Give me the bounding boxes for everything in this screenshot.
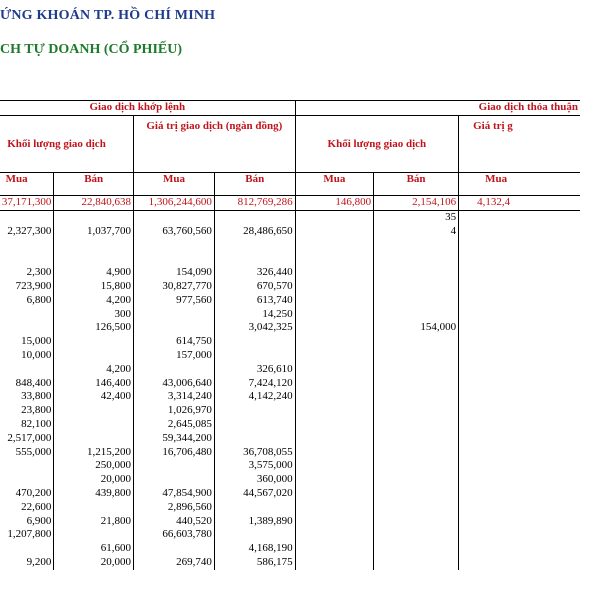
table-cell — [374, 252, 459, 266]
table-cell: 3,042,325 — [214, 321, 295, 335]
table-cell — [134, 321, 215, 335]
table-row — [0, 266, 580, 280]
table-cell — [54, 239, 134, 253]
table-cell — [54, 252, 134, 266]
table-cell — [134, 308, 215, 322]
table-cell: 23,800 — [21, 404, 52, 417]
table-cell — [134, 473, 215, 487]
table-row — [0, 225, 580, 239]
table-cell: 154,000 — [374, 321, 459, 335]
table-cell — [459, 404, 580, 418]
table-cell — [0, 308, 54, 322]
table-cell: 670,570 — [214, 280, 295, 294]
table-cell — [459, 294, 580, 308]
table-cell: 2,517,000 — [7, 431, 52, 444]
matched-trades-header: Giao dịch khớp lệnh — [0, 101, 295, 116]
table-cell — [374, 459, 459, 473]
table-cell — [374, 446, 459, 460]
table-cell: 4,200 — [54, 294, 134, 308]
table-row — [0, 363, 580, 377]
table-cell — [374, 266, 459, 280]
table-cell — [0, 239, 54, 253]
table-cell — [295, 556, 373, 570]
table-cell — [295, 335, 373, 349]
table-cell — [0, 473, 54, 487]
table-cell — [295, 211, 373, 225]
table-row — [0, 252, 580, 266]
table-cell — [374, 501, 459, 515]
total-cell: 22,840,638 — [54, 196, 134, 211]
table-cell — [295, 473, 373, 487]
table-cell — [0, 459, 54, 473]
table-cell: 6,800 — [26, 293, 52, 306]
table-cell: 15,000 — [21, 335, 52, 348]
table-cell: 439,800 — [54, 487, 134, 501]
table-cell — [214, 432, 295, 446]
table-cell — [0, 252, 54, 266]
table-row — [0, 294, 580, 308]
table-cell — [134, 252, 215, 266]
table-row — [0, 239, 580, 253]
table-cell: 2,896,560 — [134, 501, 215, 515]
total-cell: 146,800 — [295, 196, 373, 211]
table-cell — [374, 418, 459, 432]
table-cell — [459, 432, 580, 446]
table-cell: 4,168,190 — [214, 542, 295, 556]
table-cell — [459, 515, 580, 529]
table-cell — [295, 404, 373, 418]
table-cell — [295, 252, 373, 266]
table-cell — [459, 335, 580, 349]
table-cell: 28,486,650 — [214, 225, 295, 239]
table-cell — [459, 542, 580, 556]
table-cell — [214, 528, 295, 542]
table-cell: 2,300 — [26, 266, 52, 279]
table-cell — [459, 418, 580, 432]
table-row — [0, 280, 580, 294]
table-row — [0, 515, 580, 529]
table-cell: 1,215,200 — [54, 446, 134, 460]
table-cell: 613,740 — [214, 294, 295, 308]
table-cell — [459, 363, 580, 377]
table-cell — [54, 432, 134, 446]
table-row — [0, 418, 580, 432]
table-cell: 848,400 — [15, 376, 52, 389]
table-cell — [459, 225, 580, 239]
table-cell — [459, 487, 580, 501]
table-cell — [0, 321, 54, 335]
table-cell — [295, 363, 373, 377]
table-row — [0, 528, 580, 542]
matched-volume-header: Khối lượng giao dịch — [0, 116, 134, 173]
table-cell: 250,000 — [54, 459, 134, 473]
table-cell — [374, 528, 459, 542]
table-cell — [374, 556, 459, 570]
table-cell — [54, 418, 134, 432]
table-cell — [459, 528, 580, 542]
table-cell: 723,900 — [15, 279, 52, 292]
table-cell: 154,090 — [134, 266, 215, 280]
table-cell — [214, 404, 295, 418]
table-cell — [295, 266, 373, 280]
table-cell — [295, 542, 373, 556]
table-cell — [459, 501, 580, 515]
table-cell — [214, 252, 295, 266]
table-cell — [54, 528, 134, 542]
table-cell — [295, 280, 373, 294]
table-cell: 6,900 — [26, 514, 52, 527]
negotiated-volume-header: Khối lượng giao dịch — [295, 116, 458, 173]
total-cell: 4,132,4 — [459, 196, 580, 211]
table-cell — [374, 473, 459, 487]
table-cell — [295, 225, 373, 239]
table-cell: 440,520 — [134, 515, 215, 529]
table-row — [0, 404, 580, 418]
table-row — [0, 321, 580, 335]
table-cell — [295, 321, 373, 335]
table-cell: 326,440 — [214, 266, 295, 280]
table-cell — [459, 308, 580, 322]
table-cell: 1,037,700 — [54, 225, 134, 239]
table-row — [0, 501, 580, 515]
table-cell: 4,900 — [54, 266, 134, 280]
table-cell: 63,760,560 — [134, 225, 215, 239]
table-cell — [134, 459, 215, 473]
matched-value-header: Giá trị giao dịch (ngàn đồng) — [134, 116, 296, 173]
table-cell: 555,000 — [15, 445, 52, 458]
table-row — [0, 487, 580, 501]
table-cell — [374, 404, 459, 418]
table-cell — [459, 556, 580, 570]
table-cell — [374, 515, 459, 529]
table-cell: 9,200 — [26, 555, 52, 568]
table-cell — [459, 266, 580, 280]
table-cell: 614,750 — [134, 335, 215, 349]
table-cell — [374, 542, 459, 556]
col-sell: Bán — [214, 173, 295, 188]
table-cell — [295, 487, 373, 501]
table-cell: 33,800 — [21, 390, 52, 403]
table-cell — [0, 363, 54, 377]
table-cell: 36,708,055 — [214, 446, 295, 460]
table-cell — [54, 211, 134, 225]
report-subtitle: CH TỰ DOANH (CỔ PHIẾU) — [0, 42, 182, 57]
table-cell — [295, 515, 373, 529]
table-cell — [374, 239, 459, 253]
table-cell — [459, 446, 580, 460]
table-cell — [295, 459, 373, 473]
table-row — [0, 473, 580, 487]
table-cell — [374, 377, 459, 391]
col-sell: Bán — [54, 173, 134, 188]
table-cell — [0, 211, 54, 225]
table-cell: 14,250 — [214, 308, 295, 322]
report-title: ỨNG KHOÁN TP. HỒ CHÍ MINH — [0, 8, 216, 23]
table-cell — [295, 501, 373, 515]
table-cell: 59,344,200 — [134, 432, 215, 446]
table-cell — [134, 363, 215, 377]
table-cell: 1,026,970 — [134, 404, 215, 418]
table-cell: 7,424,120 — [214, 377, 295, 391]
table-row — [0, 308, 580, 322]
table-row — [0, 432, 580, 446]
table-cell — [459, 211, 580, 225]
table-cell: 3,314,240 — [134, 390, 215, 404]
table-cell: 61,600 — [54, 542, 134, 556]
table-cell: 1,207,800 — [7, 528, 52, 541]
table-row — [0, 211, 580, 225]
table-cell: 4,142,240 — [214, 390, 295, 404]
table-cell: 1,389,890 — [214, 515, 295, 529]
table-cell: 4 — [374, 225, 459, 239]
table-row — [0, 335, 580, 349]
table-cell: 326,610 — [214, 363, 295, 377]
table-row — [0, 446, 580, 460]
table-cell — [459, 473, 580, 487]
table-cell: 66,603,780 — [134, 528, 215, 542]
table-cell: 3,575,000 — [214, 459, 295, 473]
table-cell: 977,560 — [134, 294, 215, 308]
table-cell — [459, 252, 580, 266]
table-cell: 20,000 — [54, 473, 134, 487]
col-buy: Mua — [295, 173, 373, 188]
table-cell: 22,600 — [21, 500, 52, 513]
table-cell: 157,000 — [134, 349, 215, 363]
table-cell — [374, 363, 459, 377]
table-cell — [214, 349, 295, 363]
table-cell — [295, 432, 373, 446]
table-cell — [374, 487, 459, 501]
table-row — [0, 377, 580, 391]
table-cell — [374, 349, 459, 363]
table-cell — [459, 390, 580, 404]
table-cell — [54, 349, 134, 363]
table-cell — [214, 501, 295, 515]
table-cell — [134, 542, 215, 556]
table-cell — [214, 335, 295, 349]
table-cell: 2,645,085 — [134, 418, 215, 432]
table-cell: 4,200 — [54, 363, 134, 377]
table-cell — [374, 294, 459, 308]
table-cell — [214, 211, 295, 225]
table-cell — [295, 377, 373, 391]
table-cell: 300 — [54, 308, 134, 322]
table-cell: 586,175 — [214, 556, 295, 570]
negotiated-value-header: Giá trị g — [459, 116, 580, 173]
table-cell: 470,200 — [15, 486, 52, 499]
col-buy: Mua — [134, 173, 215, 188]
total-cell: 812,769,286 — [214, 196, 295, 211]
table-cell — [295, 418, 373, 432]
table-cell: 269,740 — [134, 556, 215, 570]
table-cell — [214, 418, 295, 432]
table-cell — [459, 321, 580, 335]
table-cell — [134, 211, 215, 225]
table-cell — [295, 308, 373, 322]
col-buy: Mua — [459, 173, 580, 188]
table-cell: 146,400 — [54, 377, 134, 391]
table-cell: 47,854,900 — [134, 487, 215, 501]
table-cell — [295, 349, 373, 363]
table-cell — [459, 459, 580, 473]
table-cell — [54, 335, 134, 349]
table-cell — [374, 335, 459, 349]
table-cell — [374, 390, 459, 404]
table-row — [0, 459, 580, 473]
table-cell: 21,800 — [54, 515, 134, 529]
table-cell — [459, 377, 580, 391]
table-cell — [295, 390, 373, 404]
table-cell: 2,327,300 — [7, 224, 52, 237]
totals-row — [0, 196, 580, 211]
table-cell: 15,800 — [54, 280, 134, 294]
col-buy: Mua — [0, 173, 54, 188]
table-cell — [374, 280, 459, 294]
table-cell — [295, 239, 373, 253]
table-row — [0, 542, 580, 556]
total-cell: 2,154,106 — [374, 196, 459, 211]
table-row — [0, 390, 580, 404]
table-cell: 42,400 — [54, 390, 134, 404]
table-cell — [295, 294, 373, 308]
table-row — [0, 349, 580, 363]
table-cell — [295, 528, 373, 542]
table-cell: 20,000 — [54, 556, 134, 570]
table-cell: 16,706,480 — [134, 446, 215, 460]
negotiated-trades-header: Giao dịch thỏa thuận — [295, 101, 580, 116]
table-cell — [459, 280, 580, 294]
trading-table — [0, 100, 580, 570]
table-cell: 44,567,020 — [214, 487, 295, 501]
total-cell: 1,306,244,600 — [134, 196, 215, 211]
table-cell — [54, 404, 134, 418]
table-cell: 10,000 — [21, 348, 52, 361]
table-cell — [295, 446, 373, 460]
table-row — [0, 556, 580, 570]
table-cell — [0, 542, 54, 556]
table-cell — [459, 239, 580, 253]
table-cell: 43,006,640 — [134, 377, 215, 391]
table-cell — [374, 432, 459, 446]
table-cell — [54, 501, 134, 515]
table-cell — [134, 239, 215, 253]
col-sell: Bán — [374, 173, 459, 188]
table-cell — [374, 308, 459, 322]
table-cell: 126,500 — [54, 321, 134, 335]
total-cell: 37,171,300 — [0, 196, 54, 211]
table-cell — [214, 239, 295, 253]
table-cell: 30,827,770 — [134, 280, 215, 294]
table-cell: 82,100 — [21, 417, 52, 430]
table-cell: 360,000 — [214, 473, 295, 487]
table-cell — [459, 349, 580, 363]
table-cell: 35 — [374, 211, 459, 225]
